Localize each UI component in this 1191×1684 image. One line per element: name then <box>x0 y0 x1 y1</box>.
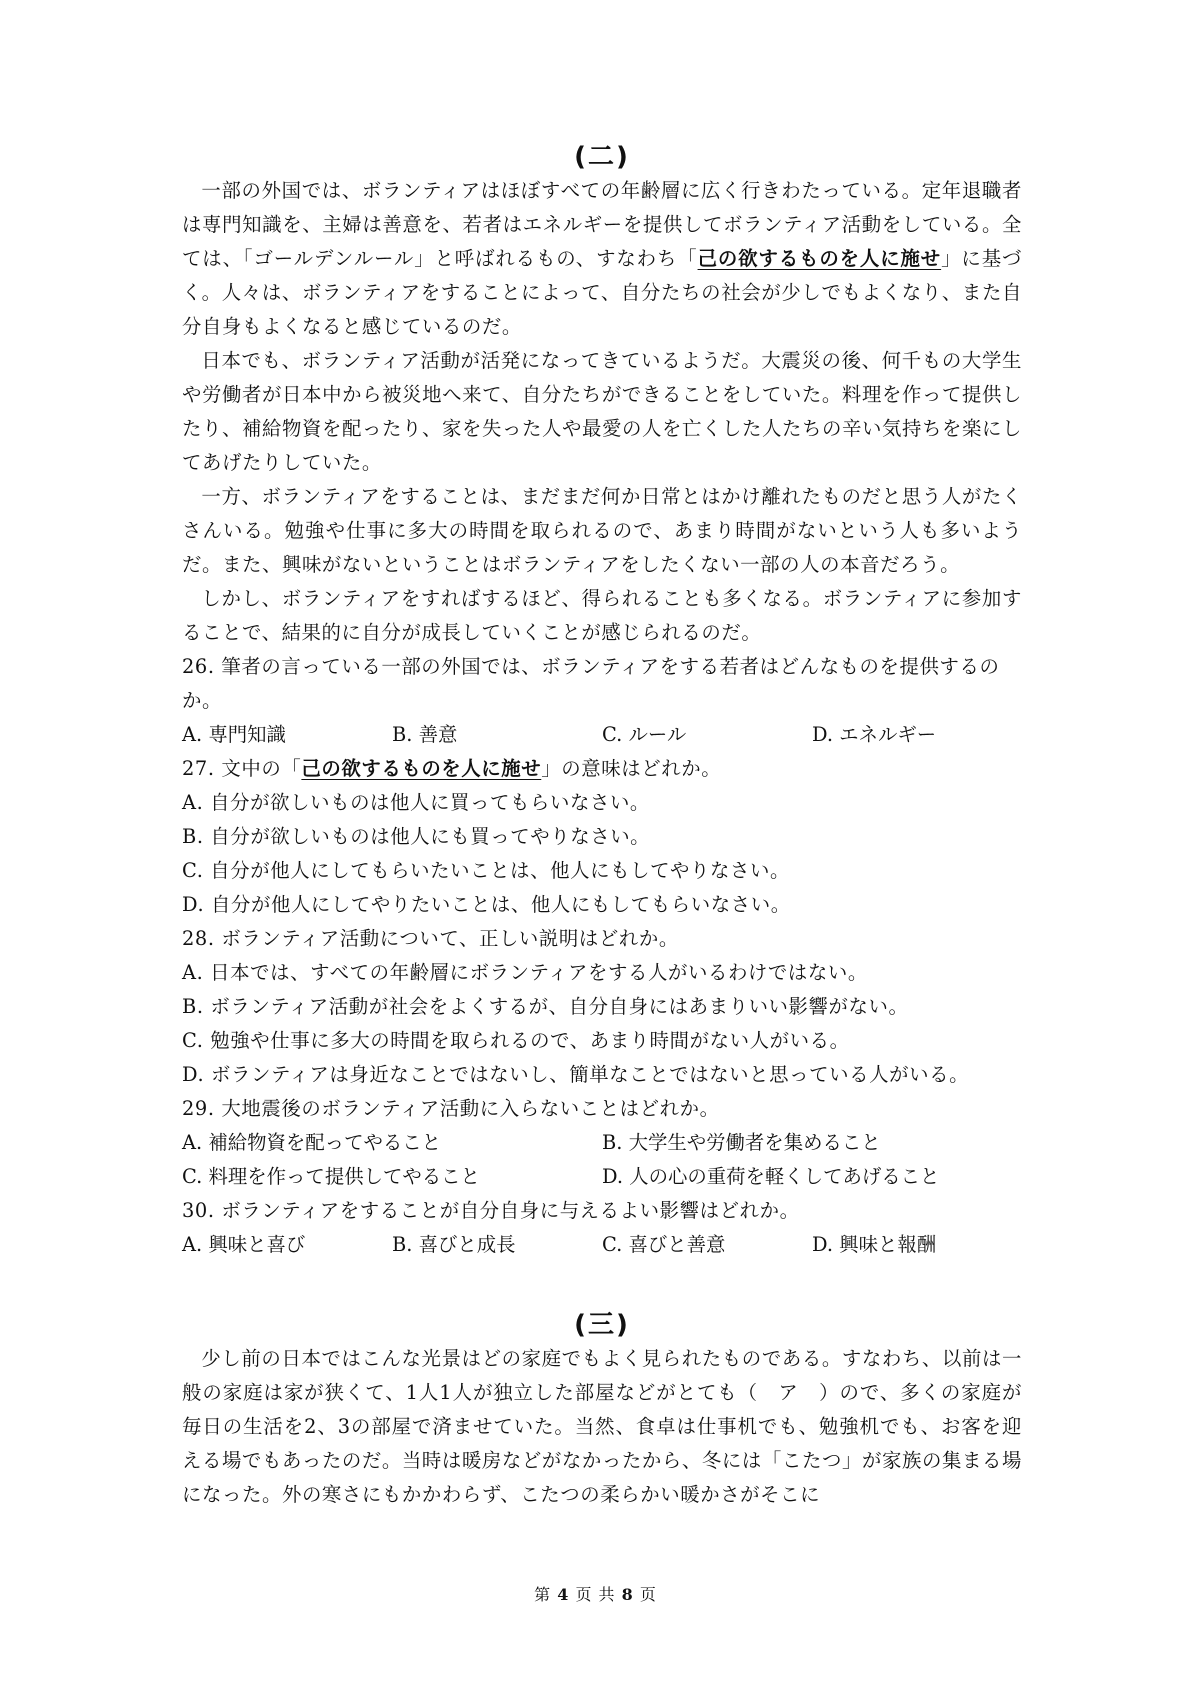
option-d: D. 自分が他人にしてやりたいことは、他人にもしてもらいなさい。 <box>182 893 791 916</box>
option-b: B. 喜びと成長 <box>392 1233 516 1256</box>
option-b: B. ボランティア活動が社会をよくするが、自分自身にはあまりいい影響がない。 <box>182 995 909 1018</box>
footer-text: 第 <box>534 1585 552 1604</box>
question-27-stem <box>182 752 1022 786</box>
question-30-stem: 30. ボランティアをすることが自分自身に与えるよい影響はどれか。 <box>182 1199 800 1222</box>
option-b: B. 自分が欲しいものは他人にも買ってやりなさい。 <box>182 825 651 848</box>
question-28-stem: 28. ボランティア活動について、正しい説明はどれか。 <box>182 927 679 950</box>
paragraph-text: 」に基づく。人々は、ボランティアをすることによって、自分たちの社会が少しでもよくなり、また自分自身もよくなると感じているのだ。 <box>182 247 1022 338</box>
option-c: C. 自分が他人にしてもらいたいことは、他人にもしてやりなさい。 <box>182 859 790 882</box>
option-d: D. 興味と報酬 <box>812 1233 937 1256</box>
question-26-stem: 26. 筆者の言っている一部の外国では、ボランティアをする若者はどんなものを提供するのか。 <box>182 655 1000 712</box>
question-29-options-row-2 <box>182 1160 1022 1194</box>
golden-rule-phrase: 己の欲するものを人に施せ <box>697 247 942 270</box>
option-a: A. 興味と喜び <box>182 1233 306 1256</box>
option-c: C. 喜びと善意 <box>602 1233 726 1256</box>
section-title-3: (三) <box>574 1310 630 1340</box>
question-30-options <box>182 1228 1022 1262</box>
stem-text: 」の意味はどれか。 <box>541 757 722 780</box>
question-26-options <box>182 718 1022 752</box>
option-a: A. 補給物資を配ってやること <box>182 1131 442 1154</box>
option-b: B. 大学生や労働者を集めること <box>602 1131 881 1154</box>
passage-paragraph-1: 少し前の日本ではこんな光景はどの家庭でもよく見られたものである。すなわち、以前は一般の家庭は家が狭くて、1人1人が独立した部屋などがとても（ ア ）ので、多くの家庭が毎日の生活を2、3の部屋で済ませていた。当然、食卓は仕事机でも、勉強机でも、お客を迎える場でもあったのだ。当時は暖房などがなかったから、冬には「こたつ」が家族の集まる場になった。外の寒さにもかかわらず、こたつの柔らかい暖かさがそこに <box>182 1347 1022 1506</box>
option-b: B. 善意 <box>392 723 458 746</box>
option-c: C. 勉強や仕事に多大の時間を取られるので、あまり時間がない人がいる。 <box>182 1029 850 1052</box>
page-content <box>182 140 1022 1512</box>
page-number: 4 <box>557 1585 570 1604</box>
option-a: A. 日本では、すべての年齢層にボランティアをする人がいるわけではない。 <box>182 961 868 984</box>
page-footer <box>0 1582 1191 1605</box>
passage-paragraph-2: 日本でも、ボランティア活動が活発になってきているようだ。大震災の後、何千もの大学生や労働者が日本中から被災地へ来て、自分たちができることをしていた。料理を作って提供したり、補給物資を配ったり、家を失った人や最愛の人を亡くした人たちの辛い気持ちを楽にしてあげたりしていた。 <box>182 349 1022 474</box>
option-d: D. ボランティアは身近なことではないし、簡単なことではないと思っている人がいる。 <box>182 1063 970 1086</box>
paragraph-text: 一部の外国では、ボランティアはほぼすべての年齢層に広く行きわたっている。定年退職者は専門知識を、主婦は善意を、若者はエネルギーを提供してボランティア活動をしている。全ては、「ゴールデンルール」と呼ばれるもの、すなわち「 <box>182 179 1022 270</box>
quoted-phrase: 己の欲するものを人に施せ <box>301 757 542 780</box>
stem-text: 27. 文中の「 <box>182 757 302 780</box>
footer-text: 页 <box>639 1585 657 1604</box>
option-c: C. ルール <box>602 723 687 746</box>
section-spacer <box>182 1262 1022 1308</box>
option-d: D. 人の心の重荷を軽くしてあげること <box>602 1165 940 1188</box>
footer-text: 页 共 <box>575 1585 616 1604</box>
question-29-options-row-1 <box>182 1126 1022 1160</box>
option-c: C. 料理を作って提供してやること <box>182 1165 480 1188</box>
page-total: 8 <box>621 1585 634 1604</box>
passage-paragraph-1 <box>182 174 1022 344</box>
question-29-stem: 29. 大地震後のボランティア活動に入らないことはどれか。 <box>182 1097 720 1120</box>
option-a: A. 専門知識 <box>182 723 286 746</box>
passage-paragraph-3: 一方、ボランティアをすることは、まだまだ何か日常とはかけ離れたものだと思う人がたくさんいる。勉強や仕事に多大の時間を取られるので、あまり時間がないという人も多いようだ。また、興味がないということはボランティアをしたくない一部の人の本音だろう。 <box>182 485 1022 576</box>
option-d: D. エネルギー <box>812 723 937 746</box>
section-title-2: (二) <box>574 142 630 172</box>
passage-paragraph-4: しかし、ボランティアをすればするほど、得られることも多くなる。ボランティアに参加することで、結果的に自分が成長していくことが感じられるのだ。 <box>182 587 1022 644</box>
option-a: A. 自分が欲しいものは他人に買ってもらいなさい。 <box>182 791 650 814</box>
